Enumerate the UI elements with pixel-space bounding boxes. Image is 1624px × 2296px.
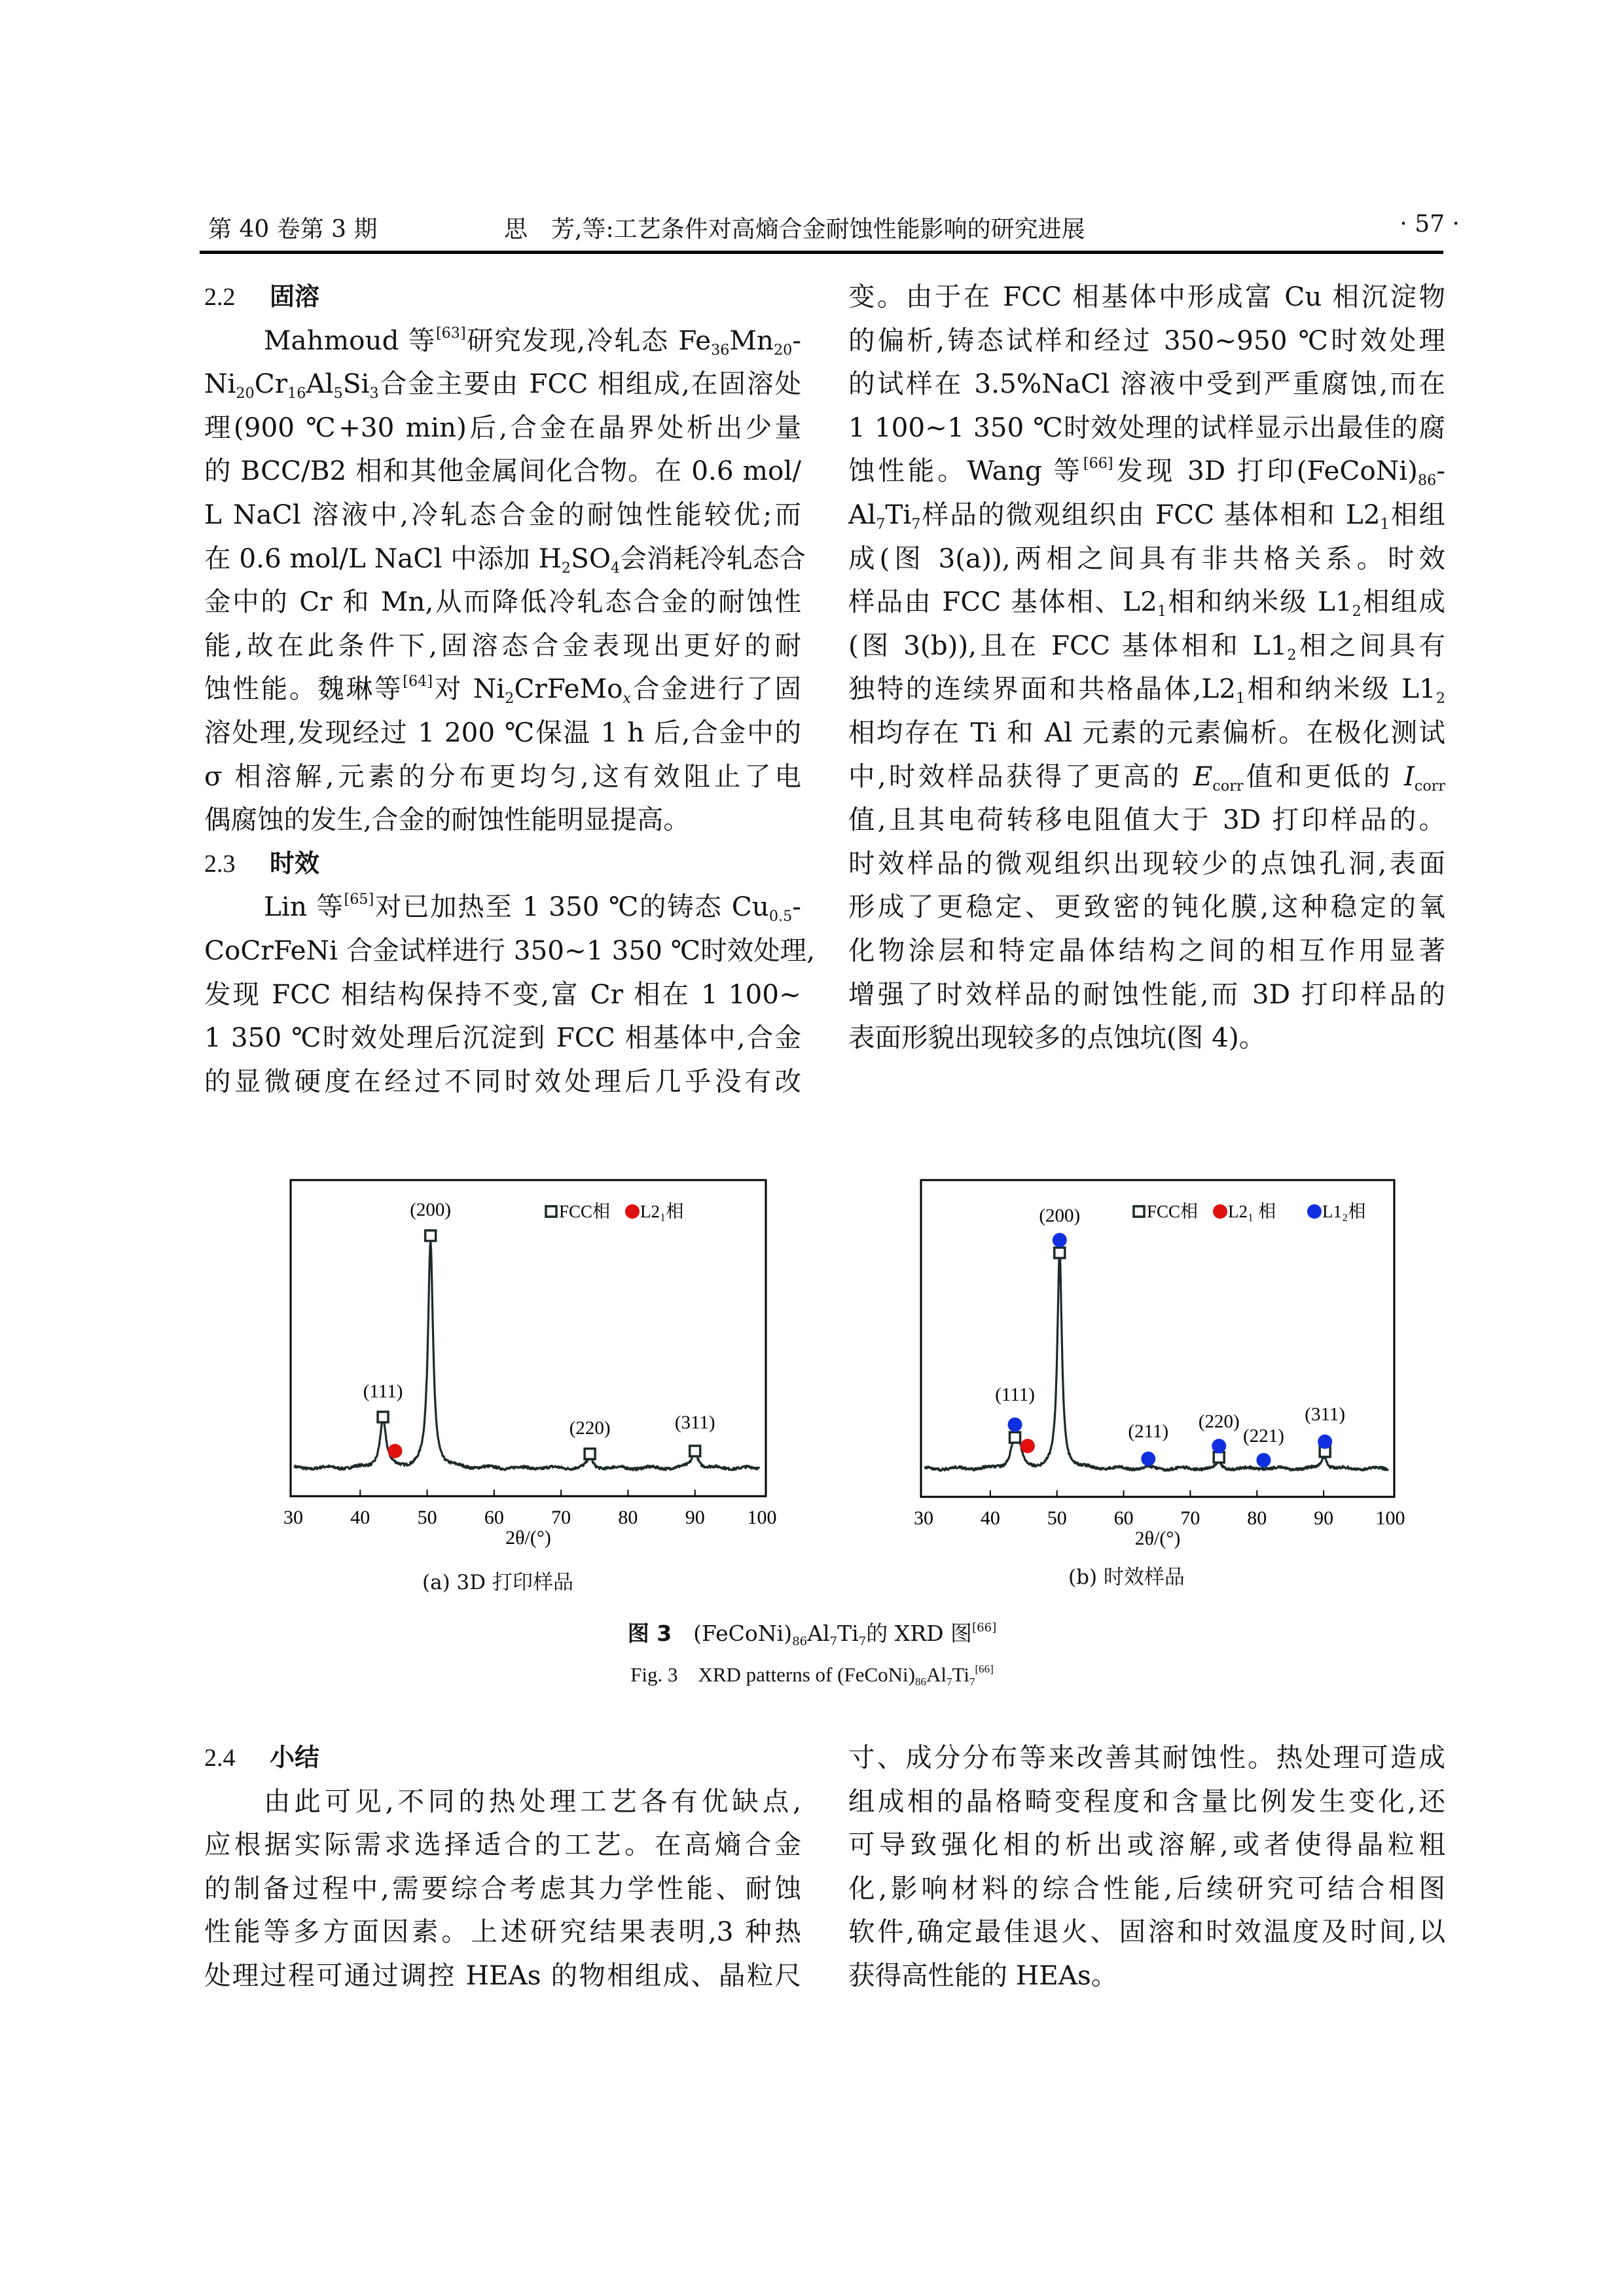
- section-number: 2.4: [204, 1744, 236, 1772]
- text-line: 1 350 ℃时效处理后沉淀到 FCC 相基体中,合金: [204, 1022, 801, 1054]
- x-tick-label: 70: [551, 1507, 571, 1528]
- fcc-marker: [425, 1230, 436, 1241]
- section-title: 小结: [270, 1743, 320, 1772]
- x-tick-label: 40: [350, 1507, 370, 1528]
- text-line: σ 相溶解,元素的分布更均匀,这有效阻止了电: [204, 760, 801, 792]
- x-tick-label: 30: [283, 1507, 303, 1528]
- right-column: [848, 275, 1445, 1060]
- text-line: 表面形貌出现较多的点蚀坑(图 4)。: [848, 1022, 1266, 1054]
- text-line: 可导致强化相的析出或溶解,或者使得晶粒粗: [848, 1829, 1445, 1861]
- text-line: 时效样品的微观组织出现较少的点蚀孔洞,表面: [848, 847, 1445, 879]
- section-number: 2.3: [204, 850, 236, 878]
- x-tick-label: 60: [484, 1507, 504, 1528]
- text-line: 化,影响材料的综合性能,后续研究可结合相图: [848, 1872, 1445, 1904]
- left-column: [204, 275, 815, 1103]
- fcc-marker: [690, 1446, 700, 1456]
- text-line: 能,故在此条件下,固溶态合金表现出更好的耐: [204, 629, 801, 661]
- peak-label: (211): [1128, 1421, 1169, 1443]
- legend-label: L2₁相: [640, 1202, 684, 1221]
- section-heading-2-4: [204, 1736, 801, 1780]
- peak-label: (200): [1039, 1205, 1081, 1227]
- journal-volume: 第 40 卷第 3 期: [208, 216, 378, 243]
- xrd-pattern-line: [295, 1242, 759, 1470]
- peak-label: (220): [1198, 1411, 1240, 1433]
- text-line: $Ni_{20}Cr_{16}Al_5Si_3$合金主要由 FCC 相组成,在固溶处: [204, 368, 801, 402]
- section-heading-2-2: [204, 275, 801, 319]
- fcc-marker: [1010, 1432, 1020, 1443]
- right-column-bottom: [848, 1736, 1445, 1998]
- text-line: 值,且其电荷转移电阻值大于 3D 打印样品的。: [848, 804, 1445, 836]
- figure-caption-cn: [0, 1617, 1624, 1647]
- text-line: 获得高性能的 HEAs。: [848, 1959, 1118, 1991]
- x-tick-label: 90: [685, 1507, 705, 1528]
- text-line: 组成相的晶格畸变程度和含量比例发生变化,还: [848, 1785, 1445, 1817]
- l12-marker: [1318, 1435, 1332, 1449]
- l12-marker: [1212, 1439, 1226, 1453]
- peak-label: (111): [995, 1384, 1035, 1405]
- fcc-marker: [378, 1412, 388, 1422]
- section-2-4-continued: [848, 1736, 1445, 1998]
- section-number: 2.2: [204, 283, 236, 311]
- section-heading-2-3: [204, 842, 801, 886]
- section-title: 固溶: [270, 282, 320, 311]
- figure-number: 图 3: [627, 1621, 672, 1646]
- text-line: 的偏析,铸态试样和经过 350~950 ℃时效处理: [848, 324, 1445, 356]
- text-line: 的 BCC/B2 相和其他金属间化合物。在 0.6 mol/: [204, 455, 801, 487]
- running-title: 思 芳,等:工艺条件对高熵合金耐蚀性能影响的研究进展: [504, 216, 1085, 243]
- l12-marker: [1141, 1452, 1155, 1466]
- fcc-marker: [1214, 1452, 1224, 1463]
- text-line: 处理过程可通过调控 HEAs 的物相组成、晶粒尺: [204, 1959, 801, 1991]
- x-tick-label: 100: [1375, 1507, 1405, 1529]
- text-line: 蚀性能。Wang 等[66]发现 3D 打印$(FeCoNi)_{86}-$: [848, 455, 1446, 490]
- text-line: 化物涂层和特定晶体结构之间的相互作用显著: [848, 934, 1445, 966]
- legend-label: L2₁ 相: [1228, 1202, 1276, 1221]
- legend-label: FCC相: [559, 1202, 611, 1221]
- subcaption-a: (a) 3D 打印样品: [422, 1571, 573, 1594]
- text-line: 1 100~1 350 ℃时效处理的试样显示出最佳的腐: [848, 411, 1445, 443]
- text-line: 溶处理,发现经过 1 200 ℃保温 1 h 后,合金中的: [204, 716, 801, 748]
- text-line: L NaCl 溶液中,冷轧态合金的耐蚀性能较优;而: [204, 498, 801, 530]
- xrd-chart-a-svg: [249, 1152, 785, 1551]
- text-line: 发现 FCC 相结构保持不变,富 Cr 相在 1 100~: [204, 978, 801, 1010]
- text-line: 相均存在 Ti 和 Al 元素的元素偏析。在极化测试: [848, 716, 1445, 748]
- section-2-2-body: [204, 319, 806, 842]
- peak-label: (221): [1243, 1425, 1284, 1446]
- text-line: 应根据实际需求选择适合的工艺。在高熵合金: [204, 1829, 801, 1861]
- text-line: 寸、成分分布等来改善其耐蚀性。热处理可造成: [848, 1742, 1445, 1773]
- text-line: 性能等多方面因素。上述研究结果表明,3 种热: [204, 1916, 801, 1948]
- peak-label: (311): [1305, 1404, 1346, 1426]
- x-tick-label: 70: [1180, 1507, 1200, 1529]
- text-line: 增强了时效样品的耐蚀性能,而 3D 打印样品的: [848, 978, 1445, 1010]
- section-2-4-body: [204, 1780, 801, 1998]
- x-tick-label: 80: [618, 1507, 638, 1528]
- x-tick-label: 60: [1113, 1507, 1134, 1529]
- l21-marker: [388, 1444, 402, 1458]
- figure-caption-cn-text: $(FeCoNi)_{86}Al_7Ti_7$的 XRD 图[66]: [693, 1621, 997, 1649]
- l12-marker: [1008, 1418, 1022, 1432]
- section-2-3-body: [204, 885, 815, 1103]
- text-line: 的制备过程中,需要综合考虑其力学性能、耐蚀: [204, 1872, 801, 1904]
- x-tick-label: 50: [417, 1507, 437, 1528]
- x-axis-label: 2θ/(°): [1134, 1528, 1181, 1549]
- x-tick-label: 50: [1047, 1507, 1067, 1529]
- text-line: 变。由于在 FCC 相基体中形成富 Cu 相沉淀物: [848, 281, 1445, 312]
- peak-label: (311): [674, 1412, 715, 1433]
- x-tick-label: 100: [747, 1507, 777, 1528]
- legend-label: FCC相: [1147, 1202, 1199, 1221]
- x-tick-label: 80: [1247, 1507, 1267, 1529]
- section-2-3-continued: [848, 275, 1445, 1060]
- legend-label: L1₂相: [1322, 1202, 1366, 1221]
- text-line: 在 0.6 mol/L NaCl 中添加 $H_2SO_4$会消耗冷轧态合: [204, 542, 806, 577]
- subcaption-b: (b) 时效样品: [1068, 1566, 1185, 1589]
- text-line: 软件,确定最佳退火、固溶和时效温度及时间,以: [848, 1916, 1445, 1948]
- text-line: 蚀性能。魏琳等[64]对 $Ni_2CrFeMo_x$合金进行了固: [204, 673, 802, 708]
- l21-marker: [1020, 1439, 1035, 1453]
- x-tick-label: 90: [1314, 1507, 1334, 1529]
- left-column-bottom: [204, 1736, 801, 1998]
- running-header: [208, 211, 1460, 243]
- text-line: 形成了更稳定、更致密的钝化膜,这种稳定的氧: [848, 891, 1445, 923]
- text-line: $Al_7Ti_7$样品的微观组织由 FCC 基体相和 $L2_1$相组: [848, 498, 1445, 533]
- x-axis-label: 2θ/(°): [505, 1527, 551, 1549]
- text-line: 成(图 3(a)),两相之间具有非共格关系。时效: [848, 542, 1445, 574]
- x-tick-label: 30: [914, 1507, 933, 1529]
- fcc-marker: [1055, 1247, 1065, 1258]
- header-rule: [200, 251, 1443, 254]
- xrd-chart-b: [879, 1152, 1416, 1551]
- peak-label: (220): [569, 1418, 611, 1439]
- text-line: 的试样在 3.5%NaCl 溶液中受到严重腐蚀,而在: [848, 368, 1445, 400]
- l12-marker: [1053, 1233, 1067, 1247]
- figure-caption-en: Fig. 3 XRD patterns of $(FeCoNi)_{86}Al_7Ti_7[66]$: [630, 1662, 994, 1688]
- fcc-marker: [585, 1448, 595, 1459]
- text-line: 偶腐蚀的发生,合金的耐蚀性能明显提高。: [204, 804, 690, 836]
- l12-marker: [1307, 1204, 1322, 1219]
- text-line: 中,时效样品获得了更高的 $E_{corr}$值和更低的 $I_{corr}$: [848, 760, 1446, 795]
- text-line: 的显微硬度在经过不同时效处理后几乎没有改: [204, 1065, 801, 1097]
- fcc-marker: [1134, 1206, 1144, 1217]
- l21-marker: [625, 1204, 640, 1219]
- text-line: 金中的 Cr 和 Mn,从而降低冷轧态合金的耐蚀性: [204, 586, 801, 618]
- text-line: 由此可见,不同的热处理工艺各有优缺点,: [264, 1785, 801, 1817]
- page-number: · 57 ·: [1399, 211, 1460, 238]
- xrd-chart-b-svg: [879, 1152, 1416, 1551]
- text-line: CoCrFeNi 合金试样进行 350~1 350 ℃时效处理,: [204, 934, 815, 966]
- x-tick-label: 40: [980, 1507, 1000, 1529]
- fcc-marker: [546, 1206, 556, 1217]
- text-line: Mahmoud 等[63]研究发现,冷轧态 $Fe_{36}Mn_{20}-$: [264, 324, 801, 359]
- text-line: 样品由 FCC 基体相、$L2_1$相和纳米级 $L1_2$相组成: [848, 586, 1445, 620]
- text-line: 独特的连续界面和共格晶体$,L2_1$相和纳米级 $L1_2$: [848, 673, 1445, 708]
- text-line: Lin 等[65]对已加热至 1 350 ℃的铸态 $Cu_{0.5}-$: [264, 891, 801, 925]
- l12-marker: [1256, 1453, 1271, 1467]
- peak-label: (200): [410, 1199, 452, 1221]
- section-title: 时效: [270, 848, 320, 878]
- xrd-chart-a: [249, 1152, 785, 1551]
- text-line: (图 3(b)),且在 FCC 基体相和 $L1_2$相之间具有: [848, 629, 1445, 664]
- text-line: 理(900 ℃+30 min)后,合金在晶界处析出少量: [204, 411, 801, 443]
- peak-label: (111): [363, 1380, 403, 1402]
- l21-marker: [1213, 1204, 1227, 1219]
